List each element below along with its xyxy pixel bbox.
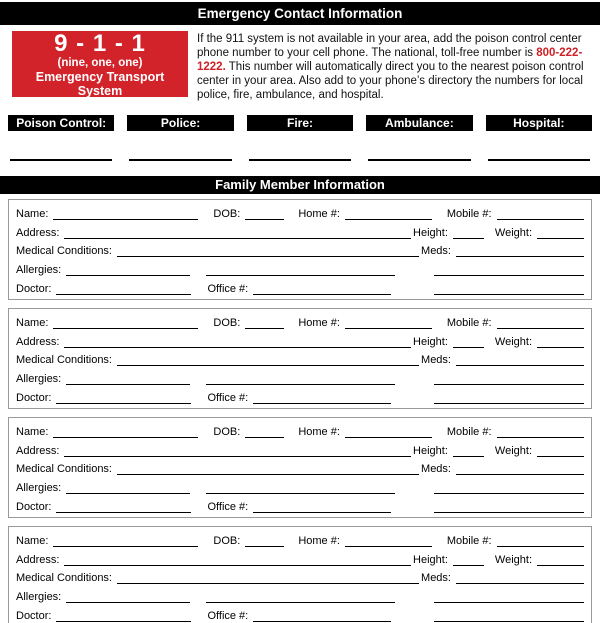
allergies-label: Allergies:: [16, 591, 62, 604]
weight-field-line: [537, 344, 584, 348]
emergency-contact-blank-lines-row: [0, 159, 600, 161]
address-label: Address:: [16, 335, 60, 348]
name-label: Name:: [16, 425, 49, 438]
card-row-doctor: [16, 388, 584, 407]
family-member-header-bar: [0, 176, 600, 194]
height-label: Height:: [413, 226, 448, 239]
address-label: Address:: [16, 444, 60, 457]
address-field-line: [64, 562, 411, 566]
nine-one-one-number: 9 - 1 - 1: [54, 29, 146, 57]
emergency-911-box: [12, 31, 188, 97]
mobile-phone-field-line: [497, 434, 584, 438]
allergies-field-line: [66, 381, 190, 385]
dob-field-line: [245, 216, 284, 220]
weight-label: Weight:: [494, 335, 532, 348]
weight-label: Weight:: [494, 444, 532, 457]
meds-field-line: [456, 362, 584, 366]
meds-extra-line-2: [434, 291, 584, 295]
contact-fill-in-line: [10, 159, 112, 161]
name-field-line: [53, 325, 198, 329]
contact-label-box: Fire:: [247, 115, 353, 131]
contact-label-box: Ambulance:: [366, 115, 472, 131]
meds-label: Meds:: [421, 463, 451, 476]
allergies-extra-line: [206, 490, 395, 494]
allergies-field-line: [66, 599, 190, 603]
name-label: Name:: [16, 207, 49, 220]
contact-fill-in-line: [368, 159, 470, 161]
office-phone-label: Office #:: [207, 391, 249, 404]
meds-field-line: [456, 471, 584, 475]
card-row-address: [16, 332, 584, 351]
dob-field-line: [245, 434, 284, 438]
weight-field-line: [537, 235, 584, 239]
allergies-field-line: [66, 272, 190, 276]
mobile-phone-label: Mobile #:: [446, 425, 492, 438]
home-phone-field-line: [345, 325, 432, 329]
mobile-phone-label: Mobile #:: [446, 316, 492, 329]
height-label: Height:: [413, 335, 448, 348]
allergies-field-line: [66, 490, 190, 494]
medical-conditions-label: Medical Conditions:: [16, 572, 112, 585]
meds-label: Meds:: [421, 245, 451, 258]
card-row-address: [16, 223, 584, 242]
meds-extra-line-1: [434, 490, 584, 494]
family-member-card: [8, 417, 592, 518]
medical-conditions-field-line: [117, 580, 419, 584]
intro-section: [0, 31, 600, 102]
contact-fill-in-line: [488, 159, 590, 161]
meds-field-line: [456, 253, 584, 257]
card-row-allergies: [16, 587, 584, 606]
family-member-card: [8, 308, 592, 409]
office-phone-label: Office #:: [207, 609, 249, 622]
contact-label-box: Police:: [127, 115, 233, 131]
card-row-doctor: [16, 497, 584, 516]
weight-field-line: [537, 562, 584, 566]
meds-label: Meds:: [421, 354, 451, 367]
card-row-medical: [16, 460, 584, 479]
address-field-line: [64, 344, 411, 348]
address-field-line: [64, 453, 411, 457]
home-phone-field-line: [345, 216, 432, 220]
poison-control-phone-number: 800-222-1222.: [197, 47, 583, 73]
meds-extra-line-1: [434, 381, 584, 385]
nine-one-one-phonetic: (nine, one, one): [57, 56, 143, 69]
card-row-name: [16, 204, 584, 223]
medical-conditions-label: Medical Conditions:: [16, 463, 112, 476]
office-phone-field-line: [253, 509, 391, 513]
height-field-line: [453, 453, 484, 457]
medical-conditions-field-line: [117, 471, 419, 475]
card-row-name: [16, 531, 584, 550]
meds-label: Meds:: [421, 572, 451, 585]
mobile-phone-label: Mobile #:: [446, 207, 492, 220]
office-phone-label: Office #:: [207, 500, 249, 513]
poison-paragraph-before: If the 911 system is not available in your area, add the poison control center phone number to your cell phone. The national, toll-free number is: [197, 33, 582, 59]
contact-label-box: Poison Control:: [8, 115, 114, 131]
height-label: Height:: [413, 553, 448, 566]
name-field-line: [53, 434, 198, 438]
office-phone-field-line: [253, 291, 391, 295]
medical-conditions-label: Medical Conditions:: [16, 354, 112, 367]
contact-fill-in-line: [249, 159, 351, 161]
contact-fill-in-line: [129, 159, 231, 161]
card-row-allergies: [16, 478, 584, 497]
allergies-label: Allergies:: [16, 264, 62, 277]
family-member-card: [8, 526, 592, 623]
address-field-line: [64, 235, 411, 239]
weight-label: Weight:: [494, 226, 532, 239]
name-field-line: [53, 216, 198, 220]
mobile-phone-field-line: [497, 325, 584, 329]
office-phone-label: Office #:: [207, 282, 249, 295]
mobile-phone-label: Mobile #:: [446, 534, 492, 547]
office-phone-field-line: [253, 618, 391, 622]
card-row-name: [16, 313, 584, 332]
dob-label: DOB:: [213, 207, 241, 220]
meds-extra-line-1: [434, 272, 584, 276]
card-row-allergies: [16, 369, 584, 388]
card-row-medical: [16, 242, 584, 261]
doctor-field-line: [56, 400, 191, 404]
weight-label: Weight:: [494, 553, 532, 566]
card-row-address: [16, 441, 584, 460]
height-label: Height:: [413, 444, 448, 457]
office-phone-field-line: [253, 400, 391, 404]
home-phone-label: Home #:: [298, 425, 340, 438]
medical-conditions-field-line: [117, 362, 419, 366]
doctor-label: Doctor:: [16, 391, 52, 404]
card-row-doctor: [16, 606, 584, 623]
mobile-phone-field-line: [497, 216, 584, 220]
card-row-medical: [16, 351, 584, 370]
meds-extra-line-1: [434, 599, 584, 603]
allergies-extra-line: [206, 272, 395, 276]
dob-label: DOB:: [213, 534, 241, 547]
allergies-label: Allergies:: [16, 482, 62, 495]
name-field-line: [53, 543, 198, 547]
meds-extra-line-2: [434, 618, 584, 622]
family-member-cards: [0, 199, 600, 623]
contact-label-box: Hospital:: [486, 115, 592, 131]
doctor-label: Doctor:: [16, 500, 52, 513]
poison-paragraph-after: This number will automatically direct you to the nearest poison control center in your area. Also add to your phone’s directory the numbers for local police, fire, ambulance, and hospital.: [197, 61, 584, 101]
home-phone-label: Home #:: [298, 534, 340, 547]
weight-field-line: [537, 453, 584, 457]
dob-field-line: [245, 325, 284, 329]
mobile-phone-field-line: [497, 543, 584, 547]
meds-extra-line-2: [434, 509, 584, 513]
emergency-contact-title: Emergency Contact Information: [197, 6, 403, 21]
meds-extra-line-2: [434, 400, 584, 404]
home-phone-field-line: [345, 434, 432, 438]
card-row-doctor: [16, 279, 584, 298]
doctor-field-line: [56, 509, 191, 513]
address-label: Address:: [16, 226, 60, 239]
height-field-line: [453, 562, 484, 566]
doctor-field-line: [56, 618, 191, 622]
card-row-allergies: [16, 260, 584, 279]
address-label: Address:: [16, 553, 60, 566]
poison-control-paragraph: [188, 31, 590, 102]
family-member-card: [8, 199, 592, 300]
dob-field-line: [245, 543, 284, 547]
allergies-extra-line: [206, 381, 395, 385]
home-phone-label: Home #:: [298, 316, 340, 329]
name-label: Name:: [16, 534, 49, 547]
dob-label: DOB:: [213, 425, 241, 438]
emergency-transport-caption: Emergency Transport System: [35, 69, 165, 98]
card-row-medical: [16, 569, 584, 588]
card-row-name: [16, 422, 584, 441]
doctor-field-line: [56, 291, 191, 295]
card-row-address: [16, 550, 584, 569]
allergies-label: Allergies:: [16, 373, 62, 386]
home-phone-label: Home #:: [298, 207, 340, 220]
home-phone-field-line: [345, 543, 432, 547]
dob-label: DOB:: [213, 316, 241, 329]
allergies-extra-line: [206, 599, 395, 603]
height-field-line: [453, 344, 484, 348]
name-label: Name:: [16, 316, 49, 329]
medical-conditions-field-line: [117, 253, 419, 257]
doctor-label: Doctor:: [16, 282, 52, 295]
meds-field-line: [456, 580, 584, 584]
height-field-line: [453, 235, 484, 239]
emergency-contact-labels-row: [0, 115, 600, 131]
family-member-title: Family Member Information: [215, 177, 385, 192]
emergency-contact-header-bar: [0, 2, 600, 25]
medical-conditions-label: Medical Conditions:: [16, 245, 112, 258]
doctor-label: Doctor:: [16, 609, 52, 622]
